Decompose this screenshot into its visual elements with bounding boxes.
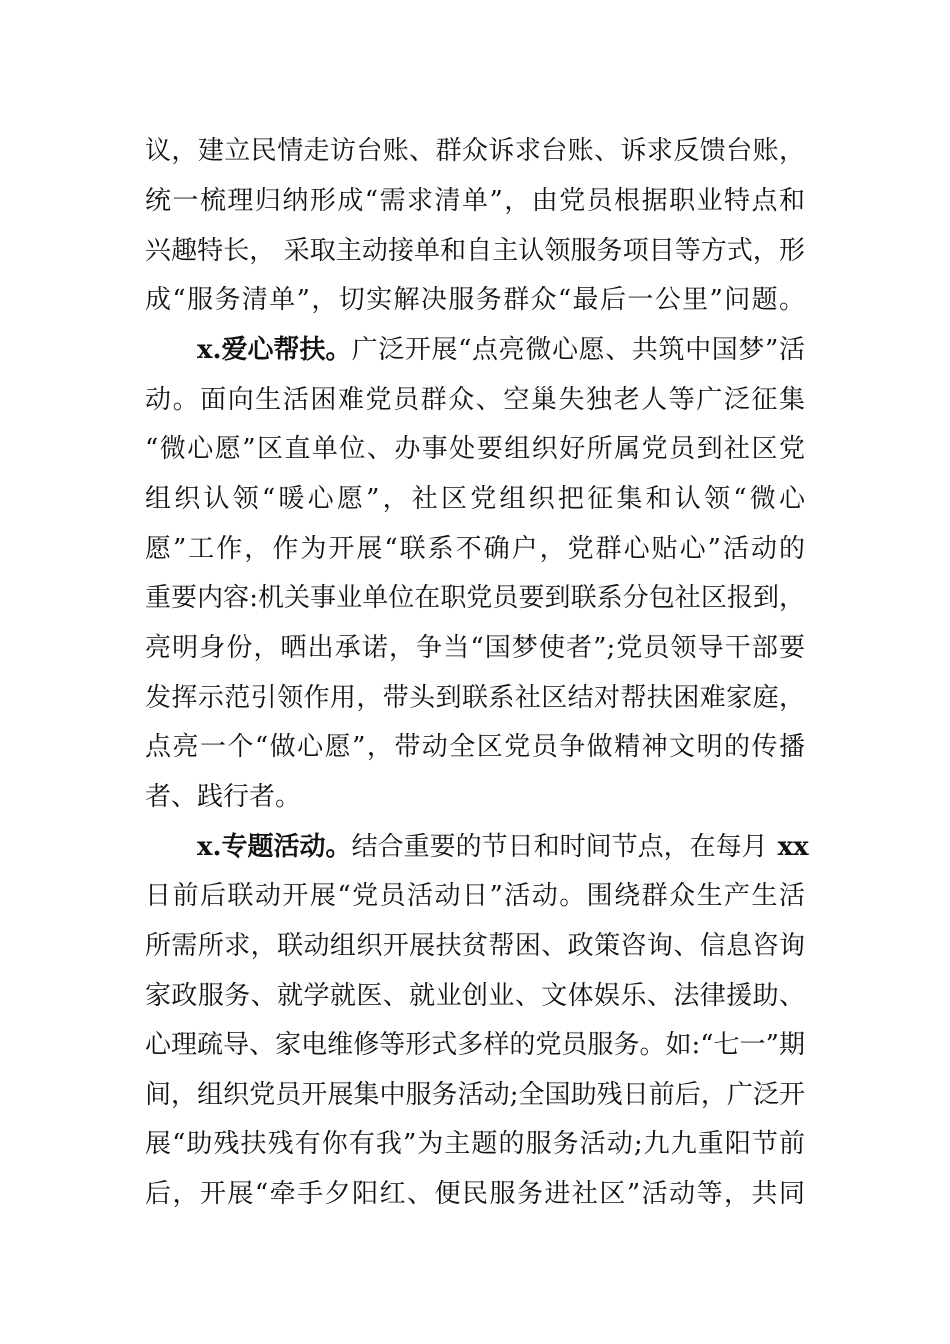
paragraph-2-line-3: “微心愿”区直单位、办事处要组织好所属党员到社区党	[145, 434, 805, 464]
paragraph-2-line-2: 动。面向生活困难党员群众、空巢失独老人等广泛征集	[145, 385, 805, 415]
paragraph-3-line-1	[197, 827, 809, 867]
paragraph-2-line-6: 重要内容:机关事业单位在职党员要到联系分包社区报到，	[145, 583, 805, 613]
paragraph-1-line-4: 成“服务清单”，切实解决服务群众“最后一公里”问题。	[145, 285, 805, 315]
paragraph-2-first-line-text: 广泛开展“点亮微心愿、共筑中国梦”活	[351, 335, 805, 365]
paragraph-3-first-line-text: 结合重要的节日和时间节点，在每月	[351, 832, 768, 862]
paragraph-2-line-1	[197, 330, 805, 370]
paragraph-2-line-7: 亮明身份，晒出承诺，争当“国梦使者”;党员领导干部要	[145, 633, 805, 663]
paragraph-2-line-10: 者、践行者。	[145, 782, 302, 812]
paragraph-2-line-5: 愿”工作，作为开展“联系不确户，党群心贴心”活动的	[145, 534, 805, 564]
paragraph-3-line-3: 所需所求，联动组织开展扶贫帮困、政策咨询、信息咨询	[145, 931, 805, 961]
paragraph-2-line-8: 发挥示范引领作用，带头到联系社区结对帮扶困难家庭，	[145, 683, 805, 713]
paragraph-3-line-5: 心理疏导、家电维修等形式多样的党员服务。如:“七一”期	[145, 1030, 805, 1060]
paragraph-3-line-2: 日前后联动开展“党员活动日”活动。围绕群众生产生活	[145, 881, 805, 911]
paragraph-3-heading: x.专题活动。	[197, 832, 352, 862]
paragraph-1-line-1: 议，建立民情走访台账、群众诉求台账、诉求反馈台账，	[145, 136, 805, 166]
paragraph-3-line-4: 家政服务、就学就医、就业创业、文体娱乐、法律援助、	[145, 981, 805, 1011]
paragraph-3-line-6: 间，组织党员开展集中服务活动;全国助残日前后，广泛开	[145, 1080, 805, 1110]
paragraph-1-line-2: 统一梳理归纳形成“需求清单”，由党员根据职业特点和	[145, 186, 805, 216]
paragraph-2-heading: x.爱心帮扶。	[197, 335, 352, 365]
paragraph-2-line-9: 点亮一个“做心愿”，带动全区党员争做精神文明的传播	[145, 732, 805, 762]
paragraph-3-line-8: 后，开展“牵手夕阳红、便民服务进社区”活动等，共同	[145, 1179, 805, 1209]
paragraph-3-first-line-end: xx	[777, 832, 809, 862]
paragraph-3-line-7: 展“助残扶残有你有我”为主题的服务活动;九九重阳节前	[145, 1129, 805, 1159]
paragraph-2-line-4: 组织认领“暖心愿”，社区党组织把征集和认领“微心	[145, 484, 805, 514]
paragraph-1-line-3: 兴趣特长， 采取主动接单和自主认领服务项目等方式，形	[145, 236, 805, 266]
